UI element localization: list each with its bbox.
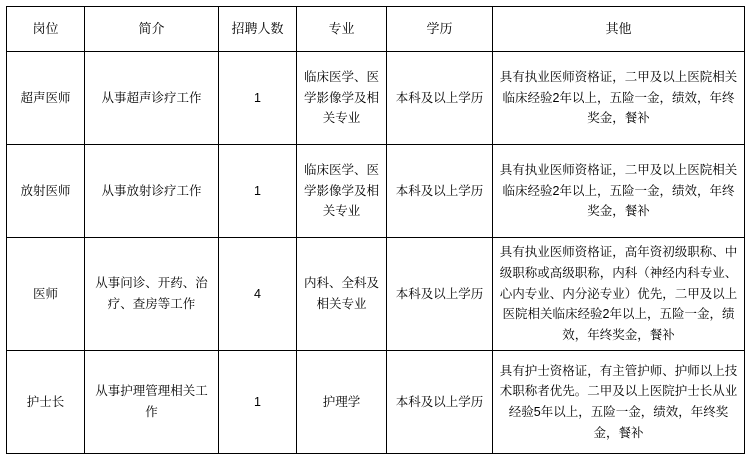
cell-description: 从事问诊、开药、治疗、查房等工作 bbox=[85, 238, 219, 351]
cell-count: 4 bbox=[219, 238, 297, 351]
table-row bbox=[7, 52, 745, 145]
table-row bbox=[7, 351, 745, 454]
cell-description: 从事放射诊疗工作 bbox=[85, 145, 219, 238]
cell-description: 从事超声诊疗工作 bbox=[85, 52, 219, 145]
table-row bbox=[7, 145, 745, 238]
column-header-post: 岗位 bbox=[7, 7, 85, 52]
cell-post: 医师 bbox=[7, 238, 85, 351]
cell-major: 护理学 bbox=[297, 351, 387, 454]
column-header-other: 其他 bbox=[493, 7, 745, 52]
cell-education: 本科及以上学历 bbox=[387, 145, 493, 238]
recruitment-table bbox=[6, 6, 745, 454]
cell-description: 从事护理管理相关工作 bbox=[85, 351, 219, 454]
column-header-description: 简介 bbox=[85, 7, 219, 52]
cell-post: 护士长 bbox=[7, 351, 85, 454]
cell-post: 超声医师 bbox=[7, 52, 85, 145]
table-header-row bbox=[7, 7, 745, 52]
column-header-education: 学历 bbox=[387, 7, 493, 52]
column-header-count: 招聘人数 bbox=[219, 7, 297, 52]
cell-count: 1 bbox=[219, 351, 297, 454]
cell-post: 放射医师 bbox=[7, 145, 85, 238]
cell-count: 1 bbox=[219, 145, 297, 238]
cell-other: 具有执业医师资格证，二甲及以上医院相关临床经验2年以上，五险一金，绩效，年终奖金，餐补 bbox=[493, 145, 745, 238]
cell-other: 具有护士资格证，有主管护师、护师以上技术职称者优先。二甲及以上医院护士长从业经验5年以上，五险一金，绩效，年终奖金，餐补 bbox=[493, 351, 745, 454]
table-row bbox=[7, 238, 745, 351]
cell-count: 1 bbox=[219, 52, 297, 145]
column-header-major: 专业 bbox=[297, 7, 387, 52]
cell-education: 本科及以上学历 bbox=[387, 238, 493, 351]
cell-major: 内科、全科及相关专业 bbox=[297, 238, 387, 351]
cell-other: 具有执业医师资格证，二甲及以上医院相关临床经验2年以上，五险一金，绩效，年终奖金，餐补 bbox=[493, 52, 745, 145]
cell-education: 本科及以上学历 bbox=[387, 52, 493, 145]
cell-other: 具有执业医师资格证，高年资初级职称、中级职称或高级职称，内科（神经内科专业、心内专业、内分泌专业）优先，二甲及以上医院相关临床经验2年以上，五险一金，绩效，年终奖金，餐补 bbox=[493, 238, 745, 351]
cell-major: 临床医学、医学影像学及相关专业 bbox=[297, 145, 387, 238]
cell-major: 临床医学、医学影像学及相关专业 bbox=[297, 52, 387, 145]
cell-education: 本科及以上学历 bbox=[387, 351, 493, 454]
